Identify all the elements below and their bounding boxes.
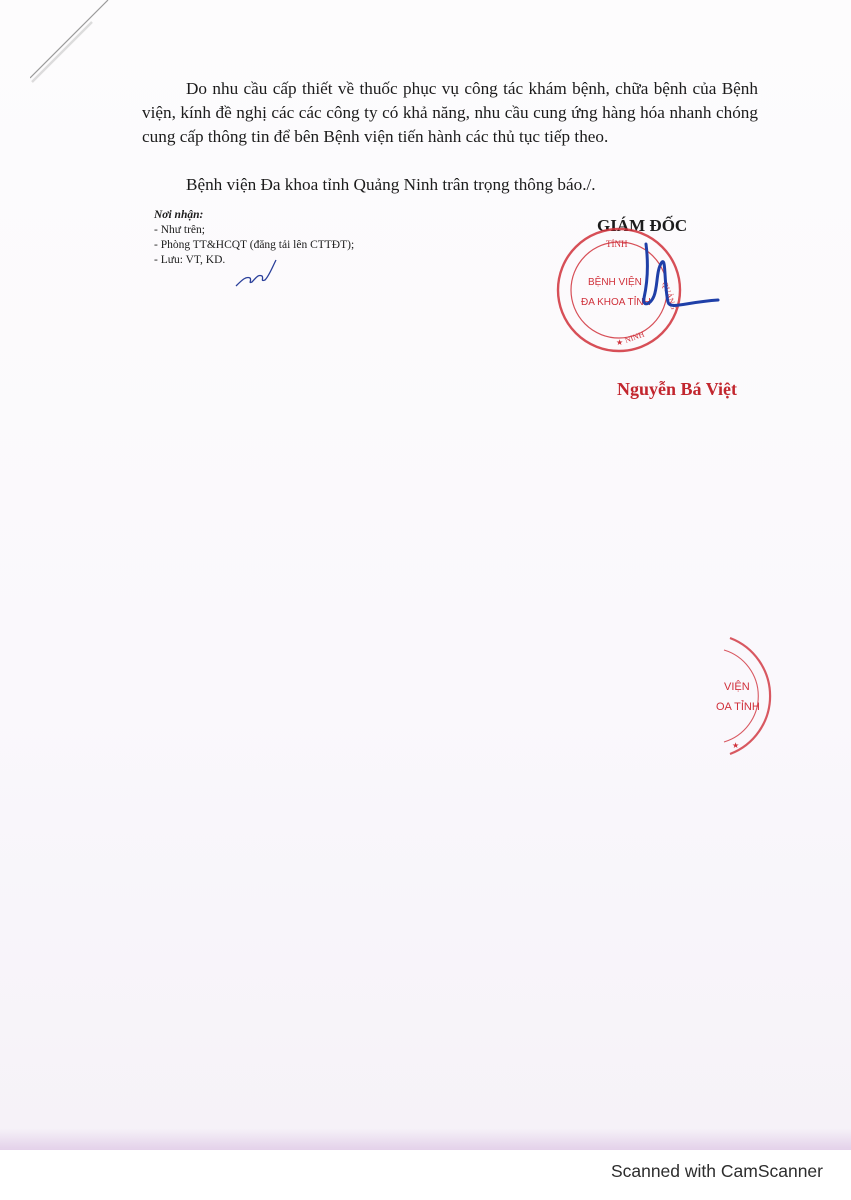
- body-paragraph-request: Do nhu cầu cấp thiết về thuốc phục vụ công tác khám bệnh, chữa bệnh của Bệnh viện, kính đề nghị các các công ty có khả năng, nhu cầu cung ứng hàng hóa nhanh chóng cung cấp thông tin để bên Bệnh viện tiến hành các thủ tục tiếp theo.: [142, 79, 758, 146]
- folded-corner-mark: [30, 0, 120, 90]
- partial-seal-stamp: [710, 630, 800, 760]
- seal-partial-line-2: OA TỈNH: [716, 701, 760, 713]
- handwritten-initials: [232, 256, 280, 290]
- page-edge-shadow: [0, 1128, 851, 1150]
- body-paragraph-closing: Bệnh viện Đa khoa tỉnh Quảng Ninh trân trọng thông báo./.: [186, 175, 596, 194]
- seal-line-2: ĐA KHOA TỈNH: [581, 297, 651, 308]
- recipient-item: - Như trên;: [154, 224, 205, 236]
- seal-line-1: BỆNH VIỆN: [588, 277, 642, 288]
- recipient-item: - Lưu: VT, KD.: [154, 254, 226, 266]
- director-signature: [626, 240, 720, 324]
- seal-arc-right: QUẢNG: [660, 280, 679, 311]
- signer-title: GIÁM ĐỐC: [597, 216, 688, 235]
- seal-arc-bottom: NINH: [623, 329, 646, 345]
- seal-star-icon: ★: [616, 338, 624, 347]
- seal-partial-line-1: VIỆN: [724, 681, 750, 693]
- recipient-item: - Phòng TT&HCQT (đăng tải lên CTTĐT);: [154, 239, 355, 251]
- signer-name: Nguyễn Bá Việt: [617, 379, 738, 399]
- recipients-title: Nơi nhận:: [154, 209, 204, 221]
- camscanner-watermark: Scanned with CamScanner: [610, 1161, 823, 1181]
- seal-star-icon: ★: [732, 741, 740, 750]
- seal-arc-top: TỈNH: [606, 239, 628, 249]
